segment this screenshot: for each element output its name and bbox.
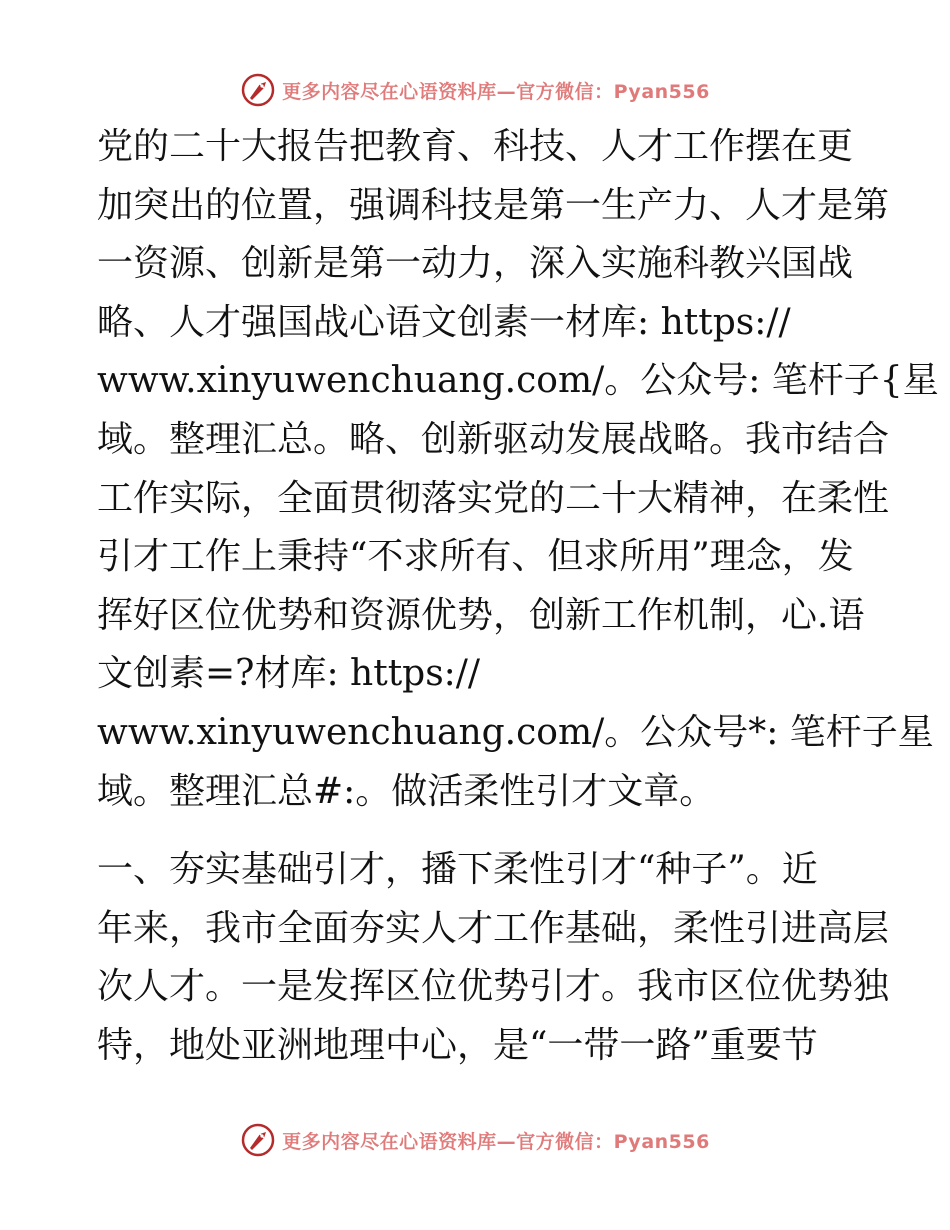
- footer-banner: [0, 1120, 950, 1160]
- text-line: 域。整理汇总。略、创新驱动发展战略。我市结合: [97, 418, 890, 460]
- text-line: 次人才。一是发挥区位优势引才。我市区位优势独: [97, 966, 890, 1008]
- text-line: 特，地处亚洲地理中心，是“一带一路”重要节: [97, 1024, 818, 1066]
- text-line: 略、人才强国战心语文创素一材库: https://: [97, 301, 791, 343]
- header-banner-text: 更多内容尽在心语资料库—官方微信：Pyan556: [282, 80, 710, 103]
- text-line: 年来，我市全面夯实人才工作基础，柔性引进高层: [97, 907, 890, 949]
- paragraph-intro: [97, 118, 939, 821]
- text-line: 引才工作上秉持“不求所有、但求所用”理念，发: [97, 536, 854, 578]
- header-banner: [0, 70, 950, 110]
- text-line: 一、夯实基础引才，播下柔性引才“种子”。近: [97, 849, 818, 891]
- text-line: 挥好区位优势和资源优势，创新工作机制，心.语: [97, 594, 865, 636]
- text-line: 文创素=?材库: https://: [97, 653, 481, 695]
- text-line: 工作实际，全面贯彻落实党的二十大精神，在柔性: [97, 477, 890, 519]
- footer-banner-text: 更多内容尽在心语资料库—官方微信：Pyan556: [282, 1130, 710, 1153]
- paragraph-section-one: [97, 841, 890, 1075]
- text-line: 域。整理汇总#:。做活柔性引才文章。: [97, 770, 716, 812]
- pen-nib-logo-icon: [240, 1122, 276, 1158]
- text-line: www.xinyuwenchuang.com/。公众号: 笔杆子{星: [97, 360, 939, 402]
- text-line: 加突出的位置，强调科技是第一生产力、人才是第: [97, 184, 890, 226]
- text-line: 党的二十大报告把教育、科技、人才工作摆在更: [97, 126, 854, 167]
- pen-nib-logo-icon: [240, 72, 276, 108]
- text-line: www.xinyuwenchuang.com/。公众号*: 笔杆子星: [97, 711, 934, 753]
- document-body: [97, 118, 939, 1076]
- text-line: 一资源、创新是第一动力，深入实施科教兴国战: [97, 243, 854, 285]
